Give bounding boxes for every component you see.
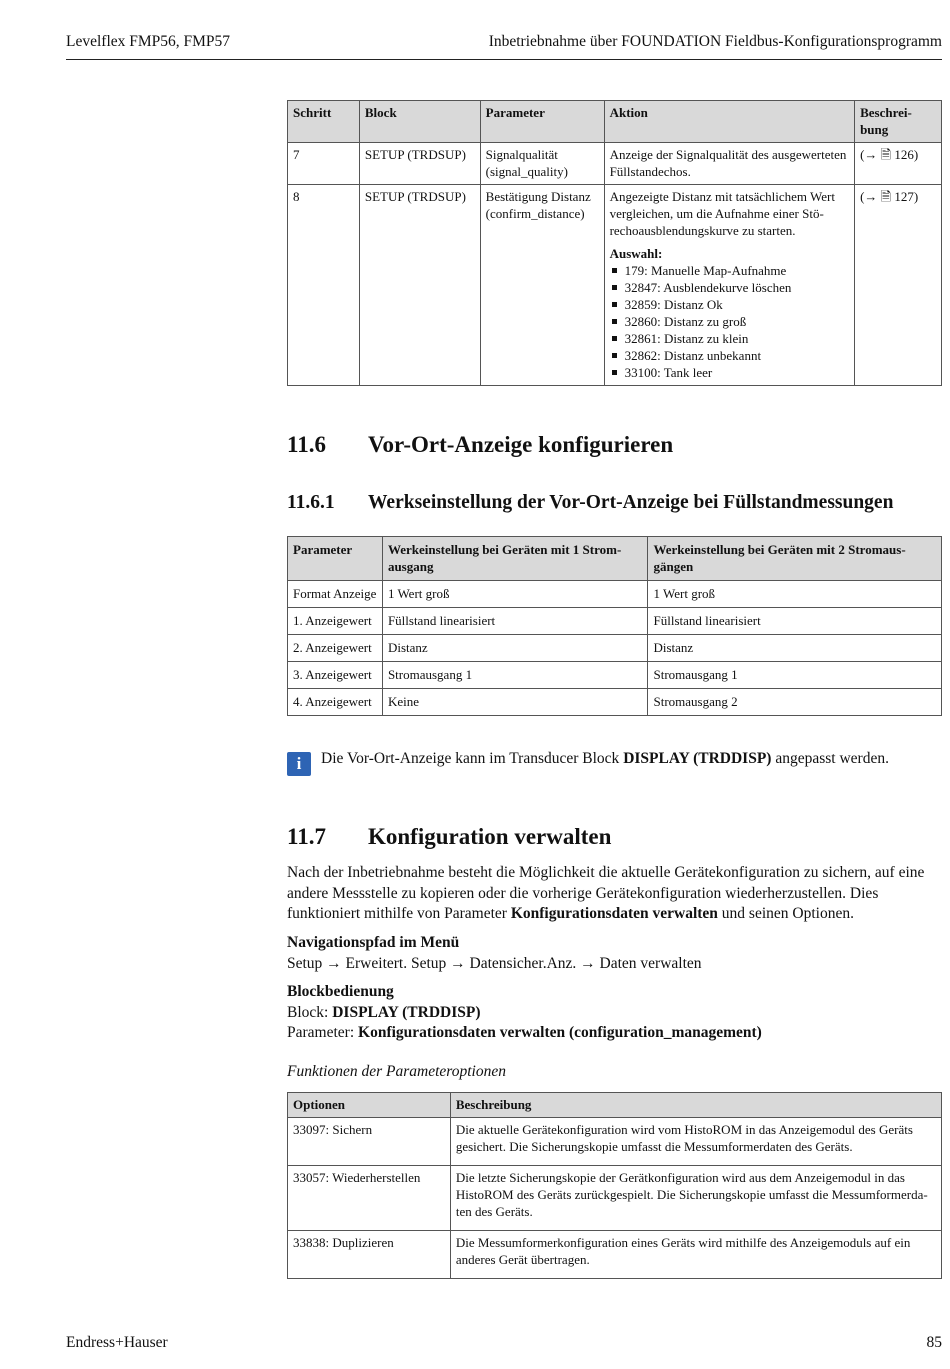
nav-path-text: Setup → Erweitert. Setup → Datensicher.Anz. → Daten verwalten (287, 954, 702, 972)
page-number: 85 (926, 1334, 942, 1351)
selection-label: Auswahl: (609, 246, 663, 261)
block-operation (287, 982, 947, 1044)
section-number: 11.6 (287, 432, 326, 457)
parameter-id: (confirm_distance) (485, 206, 585, 221)
table-row (288, 1118, 942, 1166)
list-item: 32862: Distanz unbekannt (610, 347, 850, 364)
column-header: Werkeinstellung bei Geräten mit 2 Stromaus-gängen (648, 537, 942, 581)
header-chapter-title: Inbetriebnahme über FOUNDATION Fieldbus-Konfigurationsprogramm (488, 33, 942, 50)
table-cell: Format Anzeige (288, 581, 383, 608)
page-header (66, 30, 942, 60)
column-header: Optionen (288, 1093, 451, 1118)
action-cell (604, 185, 855, 386)
list-item: 32859: Distanz Ok (610, 296, 850, 313)
table-header-row (288, 1093, 942, 1118)
header-document-title: Levelflex FMP56, FMP57 (66, 33, 231, 50)
column-header: Schritt (288, 101, 360, 143)
parameter-label: Bestätigung Distanz (485, 189, 591, 204)
table-cell: 3. Anzeigewert (288, 662, 383, 689)
block-line: Block: DISPLAY (TRDDISP) (287, 1003, 481, 1021)
parameter-line: Parameter: Konfigurationsdaten verwalten (configuration_management) (287, 1024, 762, 1041)
parameter-name (480, 143, 604, 185)
table-cell: Distanz (648, 635, 942, 662)
table-cell: 1 Wert groß (648, 581, 942, 608)
section-title: Vor-Ort-Anzeige konfigurieren (368, 432, 674, 457)
table-cell: Füllstand linearisiert (382, 608, 648, 635)
section-number: 11.7 (287, 824, 326, 849)
table-cell: 4. Anzeigewert (288, 689, 383, 716)
section-heading-11-7 (287, 824, 611, 850)
table-cell: 2. Anzeigewert (288, 635, 383, 662)
table-row (288, 143, 942, 185)
options-table (287, 1092, 942, 1279)
footer-company: Endress+Hauser (66, 1334, 168, 1351)
list-item: 179: Manuelle Map-Aufnahme (610, 262, 850, 279)
block-name: SETUP (TRDSUP) (359, 143, 480, 185)
column-header: Parameter (288, 537, 383, 581)
block-name: SETUP (TRDSUP) (359, 185, 480, 386)
column-header: Beschrei- bung (855, 101, 942, 143)
block-heading: Blockbedienung (287, 983, 394, 1000)
list-item: 32847: Ausblendekurve löschen (610, 279, 850, 296)
table-cell: Stromausgang 1 (382, 662, 648, 689)
table-caption: Funktionen der Parameteroptionen (287, 1063, 506, 1080)
page-reference: (→ 🗎 127) (855, 185, 942, 386)
table-row (288, 608, 942, 635)
note-text: Die Vor-Ort-Anzeige kann im Transducer Block DISPLAY (TRDDISP) angepasst werden. (321, 750, 889, 767)
table-cell: Füllstand linearisiert (648, 608, 942, 635)
table-cell: Stromausgang 1 (648, 662, 942, 689)
table-cell: Distanz (382, 635, 648, 662)
option-description: Die letzte Sicherungskopie der Gerätkonfiguration wird aus dem Anzeigemodul in das HistoROM des Geräts zurückgespielt. Die Sicherungskopie umfasst die Messumformerda-ten des Geräts. (450, 1166, 941, 1231)
list-item: 33100: Tank leer (610, 364, 850, 381)
table-row (288, 185, 942, 386)
navigation-path (287, 933, 947, 974)
column-header: Beschreibung (450, 1093, 941, 1118)
table-header-row (288, 537, 942, 581)
parameter-name (480, 185, 604, 386)
display-defaults-table (287, 536, 942, 716)
column-header: Aktion (604, 101, 855, 143)
list-item: 32860: Distanz zu groß (610, 313, 850, 330)
option-description: Die Messumformerkonfiguration eines Geräts wird mithilfe des Anzeigemoduls auf ein anderes Gerät übertragen. (450, 1231, 941, 1279)
parameter-label: Signalqualität (485, 147, 558, 162)
section-number: 11.6.1 (287, 492, 335, 513)
column-header: Parameter (480, 101, 604, 143)
subsection-heading-11-6-1 (287, 492, 893, 514)
list-item: 32861: Distanz zu klein (610, 330, 850, 347)
table-row (288, 662, 942, 689)
info-icon: i (287, 752, 311, 776)
section-title: Konfiguration verwalten (368, 824, 612, 849)
table-row (288, 1231, 942, 1279)
parameter-id: (signal_quality) (485, 164, 568, 179)
action-text: Anzeige der Signalqualität des ausgewerteten Füllstandechos. (604, 143, 855, 185)
table-row (288, 1166, 942, 1231)
option-description: Die aktuelle Gerätekonfiguration wird vom HistoROM in das Anzeigemodul des Geräts gesichert. Die Sicherungskopie umfasst die Messumformerdaten des Geräts. (450, 1118, 941, 1166)
action-text: Angezeigte Distanz mit tatsächlichem Wert vergleichen, um die Aufnahme einer Stö-rechoausblendungskurve zu starten. (609, 189, 835, 238)
table-cell: Stromausgang 2 (648, 689, 942, 716)
nav-heading: Navigationspfad im Menü (287, 934, 460, 951)
table-header-row (288, 101, 942, 143)
table-row (288, 581, 942, 608)
page-reference: (→ 🗎 126) (855, 143, 942, 185)
column-header: Block (359, 101, 480, 143)
section-title: Werkseinstellung der Vor-Ort-Anzeige bei Füllstandmessungen (368, 492, 894, 513)
step-number: 7 (288, 143, 360, 185)
option-name: 33838: Duplizieren (288, 1231, 451, 1279)
option-name: 33097: Sichern (288, 1118, 451, 1166)
steps-table (287, 100, 942, 386)
page-footer (66, 1334, 942, 1352)
table-row (288, 689, 942, 716)
intro-paragraph: Nach der Inbetriebnahme besteht die Möglichkeit die aktuelle Gerätekonfiguration zu sichern, auf eine andere Messstelle zu kopieren oder die vorherige Gerätekonfiguration wiederherzustellen. Dies funktioniert mithilfe von Parameter Konfigurationsdaten verwalten und seinen Optionen. (287, 864, 925, 922)
table-cell: Keine (382, 689, 648, 716)
table-cell: 1 Wert groß (382, 581, 648, 608)
table-cell: 1. Anzeigewert (288, 608, 383, 635)
table-row (288, 635, 942, 662)
selection-list (610, 262, 850, 381)
option-name: 33057: Wiederherstellen (288, 1166, 451, 1231)
column-header: Werkeinstellung bei Geräten mit 1 Strom-ausgang (382, 537, 648, 581)
step-number: 8 (288, 185, 360, 386)
section-heading-11-6 (287, 432, 673, 458)
